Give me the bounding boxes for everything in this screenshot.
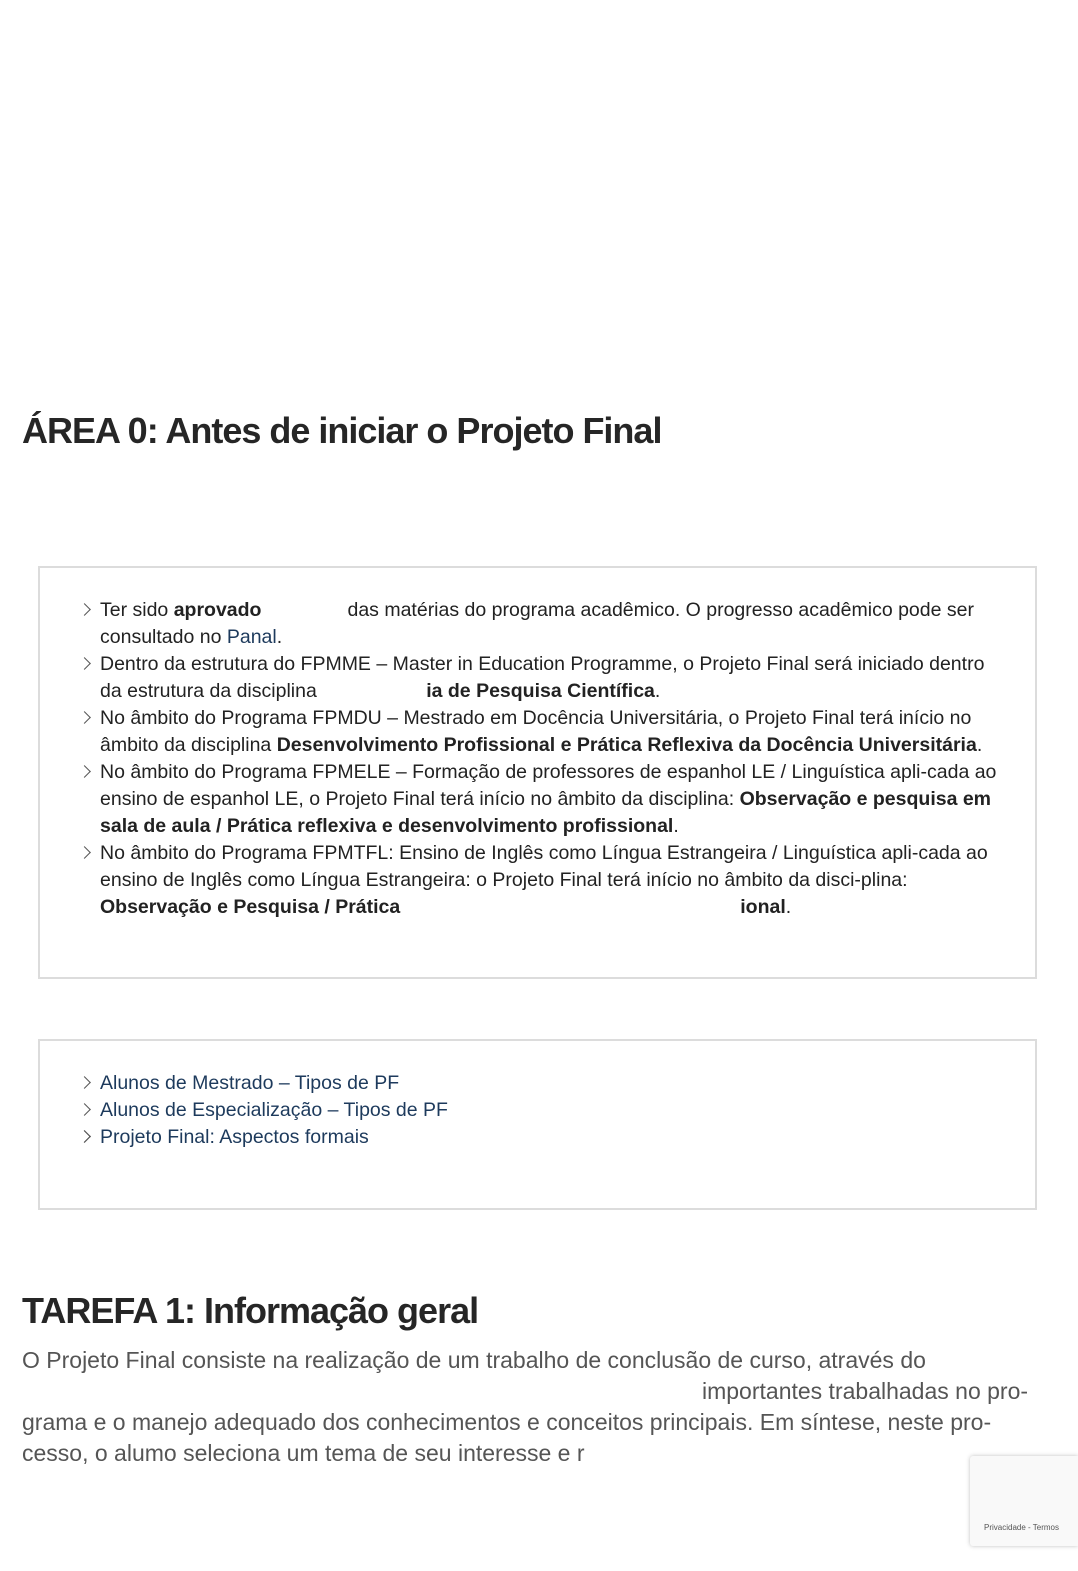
- item-text: No âmbito do Programa FPMDU – Mestrado em Docência Universitária, o Projeto Final terá início no âmbito da disciplina: [100, 707, 972, 756]
- chevron-right-icon: [78, 765, 91, 778]
- paragraph-line: O Projeto Final consiste na realização de um trabalho de conclusão de curso, através do: [22, 1347, 926, 1373]
- item-bold: Observação e pesquisa em sala de aula / Prática reflexiva e desenvolvimento profissional: [100, 788, 992, 837]
- resource-links-box: [38, 1039, 1037, 1210]
- item-text: .: [673, 815, 679, 837]
- link-especializacao-tipos-pf[interactable]: Alunos de Especialização – Tipos de PF: [100, 1099, 448, 1121]
- area0-heading: ÁREA 0: Antes de iniciar o Projeto Final: [22, 410, 662, 451]
- chevron-right-icon: [78, 1130, 91, 1143]
- item-text: No âmbito do Programa FPMELE – Formação de professores de espanhol LE / Linguística apli-cada ao ensino de espanhol LE, o Projeto Final terá início no âmbito da disciplina:: [100, 761, 997, 810]
- panal-link[interactable]: Panal: [226, 626, 277, 648]
- item-bold: Observação e Pesquisa / Prática: [100, 896, 401, 918]
- list-item: [78, 1124, 1005, 1151]
- item-text: .: [976, 734, 983, 756]
- item-text: .: [785, 896, 792, 918]
- link-mestrado-tipos-pf[interactable]: Alunos de Mestrado – Tipos de PF: [100, 1072, 400, 1094]
- list-item: [78, 1070, 1005, 1097]
- paragraph-line: cesso, o alumo seleciona um tema de seu interesse e r: [22, 1440, 585, 1466]
- chevron-right-icon: [78, 711, 91, 724]
- list-item: [78, 759, 1005, 840]
- item-text: Ter sido: [100, 599, 174, 621]
- tarefa1-paragraph: [22, 1345, 1042, 1469]
- separator: -: [1025, 1523, 1033, 1532]
- list-item: [78, 651, 1005, 705]
- chevron-right-icon: [78, 1103, 91, 1116]
- list-item: [78, 1097, 1005, 1124]
- item-bold: aprovado: [173, 599, 262, 621]
- recaptcha-links: [984, 1523, 1059, 1532]
- requirements-list: [78, 597, 1005, 921]
- chevron-right-icon: [78, 657, 91, 670]
- item-bold: Desenvolvimento Profissional e Prática Reflexiva da Docência Universitária: [276, 734, 977, 756]
- item-text: Dentro da estrutura do FPMME – Master in Education Programme, o Projeto Final será iniciado dentro da estrutura da disciplina: [100, 653, 985, 702]
- paragraph-line: grama e o manejo adequado dos conhecimentos e conceitos principais. Em síntese, neste pro-: [22, 1409, 992, 1435]
- item-text: .: [276, 626, 283, 648]
- item-text: das matérias do programa acadêmico. O progresso acadêmico pode ser consultado no: [100, 599, 974, 648]
- item-bold: ia de Pesquisa Científica: [426, 680, 655, 702]
- list-item: [78, 705, 1005, 759]
- resource-links-list: [78, 1070, 1005, 1151]
- chevron-right-icon: [78, 1076, 91, 1089]
- terms-link[interactable]: Termos: [1032, 1523, 1060, 1532]
- privacy-link[interactable]: Privacidade: [984, 1523, 1026, 1532]
- link-aspectos-formais[interactable]: Projeto Final: Aspectos formais: [100, 1126, 369, 1148]
- item-bold: ional: [740, 896, 786, 918]
- chevron-right-icon: [78, 846, 91, 859]
- paragraph-line: importantes trabalhadas no pro-: [702, 1378, 1029, 1404]
- recaptcha-badge[interactable]: [970, 1456, 1078, 1546]
- list-item: [78, 597, 1005, 651]
- requirements-box: [38, 566, 1037, 979]
- list-item: [78, 840, 1005, 921]
- tarefa1-heading: TAREFA 1: Informação geral: [22, 1290, 479, 1331]
- item-text: .: [654, 680, 661, 702]
- item-text: No âmbito do Programa FPMTFL: Ensino de Inglês como Língua Estrangeira / Linguística apli-cada ao ensino de Inglês como Língua Estrangeira: o Projeto Final terá início no âmbito da disci-plina:: [100, 842, 988, 891]
- chevron-right-icon: [78, 603, 91, 616]
